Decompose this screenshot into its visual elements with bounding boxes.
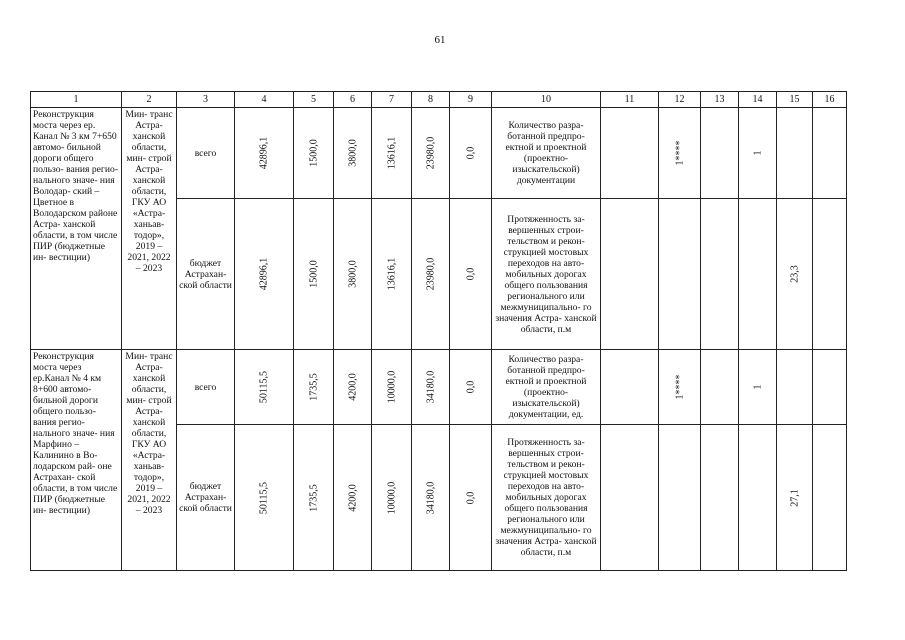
rotated-value: 50115,5	[258, 370, 270, 404]
header-cell: 14	[739, 92, 777, 108]
value-cell	[334, 108, 372, 199]
indicator-cell: Протяженность за- вершенных строи- тельством и рекон- струкцией мостовых переходов на авто- мобильных дорогах общего пользования регионального или межмуниципально- го значения Астра- ханской области, п.м	[492, 425, 601, 571]
indicator-cell: Количество разра- ботанной предпро- ектной и проектной (проектно- изыскательской) документации	[492, 108, 601, 199]
rotated-value: 1****	[674, 374, 685, 400]
funding-source-cell: бюджет Астрахан- ской области	[177, 425, 235, 571]
value-cell	[701, 108, 739, 199]
value-cell	[412, 425, 450, 571]
rotated-value: 27,1	[789, 488, 800, 507]
rotated-value: 3800,0	[347, 260, 358, 288]
header-cell: 16	[813, 92, 847, 108]
value-cell	[235, 350, 294, 425]
page-number: 61	[434, 34, 446, 46]
rotated-value: 23980,0	[425, 136, 436, 170]
rotated-value: 4200,0	[347, 373, 358, 401]
header-row	[31, 92, 847, 108]
value-cell	[334, 350, 372, 425]
rotated-value: 0,0	[465, 380, 476, 394]
header-cell: 8	[412, 92, 450, 108]
rotated-value: 10000,0	[386, 370, 397, 404]
value-cell	[777, 108, 813, 199]
rotated-value: 42896,1	[258, 257, 270, 291]
value-cell	[450, 199, 492, 350]
value-cell	[450, 425, 492, 571]
rotated-value: 1500,0	[308, 139, 319, 167]
header-cell: 12	[659, 92, 701, 108]
rotated-value: 1500,0	[308, 260, 319, 288]
value-cell	[739, 350, 777, 425]
table-row	[31, 108, 847, 199]
value-cell	[294, 350, 334, 425]
value-cell	[372, 199, 412, 350]
value-cell	[739, 108, 777, 199]
rotated-value: 0,0	[465, 146, 476, 160]
rotated-value: 23,3	[789, 265, 800, 283]
value-cell	[813, 425, 847, 571]
rotated-value: 1	[752, 150, 763, 156]
header-cell: 4	[235, 92, 294, 108]
executor-cell: Мин- транс Астра- ханской области, мин- строй Астра- ханской области, ГКУ АО «Астра- ханьав- тодор», 2019 – 2021, 2022 – 2023	[122, 108, 177, 350]
value-cell	[813, 350, 847, 425]
value-cell	[294, 199, 334, 350]
value-cell	[450, 108, 492, 199]
table-row	[31, 350, 847, 425]
rotated-value: 0,0	[465, 267, 476, 281]
value-cell	[777, 425, 813, 571]
rotated-value: 23980,0	[425, 257, 436, 291]
value-cell	[739, 199, 777, 350]
rotated-value: 13616,1	[386, 136, 397, 170]
value-cell	[235, 108, 294, 199]
value-cell	[372, 108, 412, 199]
header-cell: 2	[122, 92, 177, 108]
indicator-cell: Протяженность за- вершенных строи- тельством и рекон- струкцией мостовых переходов на авто- мобильных дорогах общего пользования регионального или межмуниципально- го значения Астра- ханской области, п.м	[492, 199, 601, 350]
rotated-value: 50115,5	[258, 481, 270, 514]
value-cell	[813, 108, 847, 199]
indicator-cell: Количество разра- ботанной предпро- ектной и проектной (проектно- изыскательской) документации, ед.	[492, 350, 601, 425]
funding-source-cell: всего	[177, 350, 235, 425]
rotated-value: 10000,0	[386, 481, 397, 514]
value-cell	[412, 199, 450, 350]
value-cell	[372, 350, 412, 425]
value-cell	[659, 199, 701, 350]
rotated-value: 1735,5	[308, 483, 319, 512]
rotated-value: 3800,0	[347, 139, 358, 167]
program-table	[30, 91, 847, 571]
value-cell	[701, 350, 739, 425]
value-cell	[777, 199, 813, 350]
header-cell: 9	[450, 92, 492, 108]
executor-cell: Мин- транс Астра- ханской области, мин- строй Астра- ханской области, ГКУ АО «Астра- ханьав- тодор», 2019 – 2021, 2022 – 2023	[122, 350, 177, 571]
header-cell: 11	[601, 92, 659, 108]
rotated-value: 34180,0	[425, 481, 436, 514]
value-cell	[739, 425, 777, 571]
value-cell	[601, 425, 659, 571]
value-cell	[334, 425, 372, 571]
value-cell	[412, 350, 450, 425]
value-cell	[659, 425, 701, 571]
value-cell	[777, 350, 813, 425]
funding-source-cell: бюджет Астрахан- ской области	[177, 199, 235, 350]
value-cell	[659, 108, 701, 199]
value-cell	[601, 108, 659, 199]
header-cell: 3	[177, 92, 235, 108]
rotated-value: 1	[752, 384, 763, 390]
value-cell	[701, 199, 739, 350]
header-cell: 6	[334, 92, 372, 108]
rotated-value: 0,0	[465, 491, 476, 504]
value-cell	[294, 108, 334, 199]
value-cell	[659, 350, 701, 425]
project-name-cell: Реконструкция моста через ер.Канал № 4 км 8+600 автомо- бильной дороги общего пользо- вания регио- нального значе- ния Марфино – Калинино в Во- лодарском рай- оне Астрахан- ской области, в том числе ПИР (бюджетные ин- вестиции)	[31, 350, 122, 571]
value-cell	[235, 199, 294, 350]
value-cell	[372, 425, 412, 571]
header-cell: 13	[701, 92, 739, 108]
rotated-value: 34180,0	[425, 370, 436, 404]
value-cell	[701, 425, 739, 571]
header-cell: 1	[31, 92, 122, 108]
value-cell	[601, 350, 659, 425]
header-cell: 5	[294, 92, 334, 108]
rotated-value: 1****	[674, 140, 685, 166]
value-cell	[412, 108, 450, 199]
value-cell	[235, 425, 294, 571]
value-cell	[450, 350, 492, 425]
rotated-value: 13616,1	[386, 257, 397, 291]
value-cell	[334, 199, 372, 350]
header-cell: 15	[777, 92, 813, 108]
rotated-value: 4200,0	[347, 483, 358, 512]
value-cell	[813, 199, 847, 350]
project-name-cell: Реконструкция моста через ер. Канал № 3 км 7+650 автомо- бильной дороги общего пользо- вания регио- нального значе- ния Володар- ский – Цветное в Володарском районе Астра- ханской области, в том числе ПИР (бюджетные ин- вестиции)	[31, 108, 122, 350]
header-cell: 10	[492, 92, 601, 108]
value-cell	[294, 425, 334, 571]
value-cell	[601, 199, 659, 350]
funding-source-cell: всего	[177, 108, 235, 199]
rotated-value: 1735,5	[308, 373, 319, 401]
rotated-value: 42896,1	[258, 136, 270, 170]
header-cell: 7	[372, 92, 412, 108]
